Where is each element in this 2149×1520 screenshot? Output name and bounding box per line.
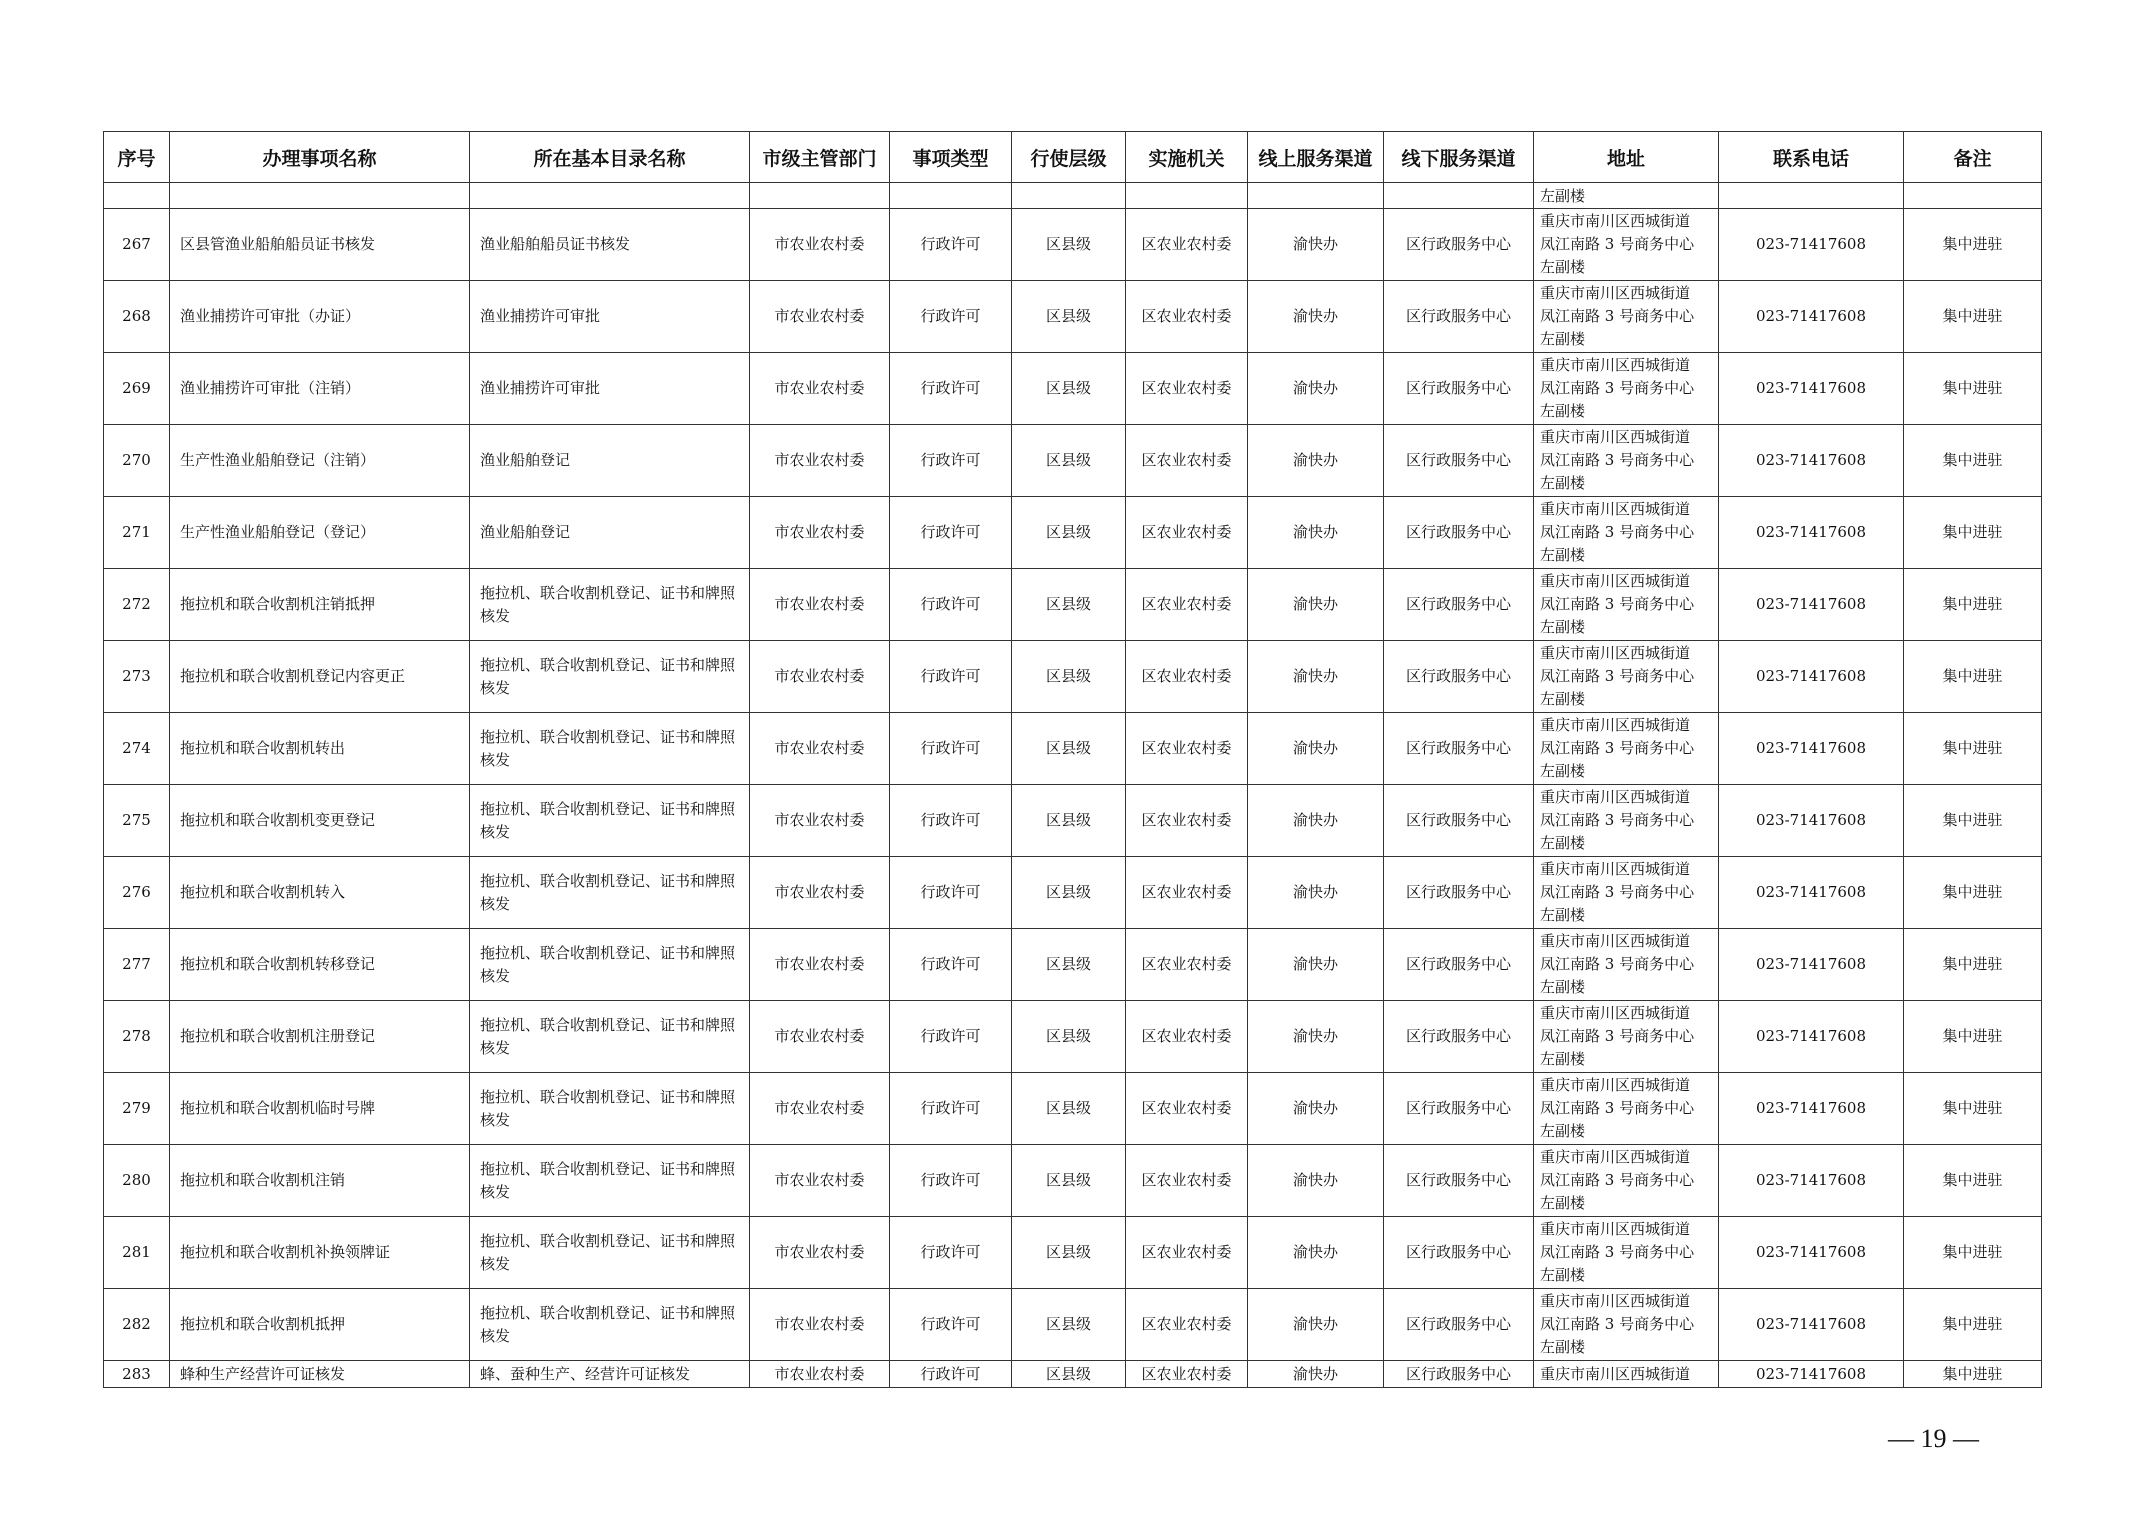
- table-cell-note: 集中进驻: [1904, 1289, 2042, 1361]
- address-cell: 左副楼: [1534, 183, 1719, 209]
- table-cell-phone: 023-71417608: [1719, 1145, 1904, 1217]
- table-cell-dept: 市农业农村委: [750, 1145, 890, 1217]
- table-cell: [104, 183, 170, 209]
- table-cell-level: 区县级: [1012, 497, 1126, 569]
- address-cell: [1534, 857, 1719, 929]
- table-cell-phone: 023-71417608: [1719, 641, 1904, 713]
- address-line: 重庆市南川区西城街道: [1540, 284, 1691, 302]
- address-line: 重庆市南川区西城街道: [1540, 1004, 1691, 1022]
- continuation-row: [104, 183, 2042, 209]
- table-cell-catalog: 拖拉机、联合收割机登记、证书和牌照核发: [470, 713, 750, 785]
- table-cell-type: 行政许可: [890, 281, 1012, 353]
- address-cell: [1534, 1145, 1719, 1217]
- table-cell: [890, 183, 1012, 209]
- table-cell-dept: 市农业农村委: [750, 353, 890, 425]
- table-cell-catalog: 渔业捕捞许可审批: [470, 353, 750, 425]
- table-cell-dept: 市农业农村委: [750, 857, 890, 929]
- address-line: 左副楼: [1540, 330, 1586, 348]
- table-cell-no: 283: [104, 1361, 170, 1388]
- address-line: 重庆市南川区西城街道: [1540, 212, 1691, 230]
- table-cell-org: 区农业农村委: [1126, 425, 1248, 497]
- address-cell: [1534, 641, 1719, 713]
- table-cell-note: 集中进驻: [1904, 857, 2042, 929]
- table-cell-dept: 市农业农村委: [750, 1361, 890, 1388]
- table-cell-level: 区县级: [1012, 713, 1126, 785]
- column-header: 行使层级: [1012, 132, 1126, 183]
- table-cell-online: 渝快办: [1248, 713, 1384, 785]
- table-cell: [1384, 183, 1534, 209]
- table-cell-name: 拖拉机和联合收割机临时号牌: [170, 1073, 470, 1145]
- table-row: [104, 209, 2042, 281]
- address-line: 左副楼: [1540, 402, 1586, 420]
- table-cell-name: 区县管渔业船舶船员证书核发: [170, 209, 470, 281]
- column-header: 事项类型: [890, 132, 1012, 183]
- table-cell-note: 集中进驻: [1904, 785, 2042, 857]
- table-cell-catalog: 蜂、蚕种生产、经营许可证核发: [470, 1361, 750, 1388]
- table-row: [104, 353, 2042, 425]
- table-cell-no: 276: [104, 857, 170, 929]
- address-line: 凤江南路 3 号商务中心: [1540, 523, 1695, 541]
- table-cell-phone: 023-71417608: [1719, 425, 1904, 497]
- table-row: [104, 425, 2042, 497]
- table-cell-dept: 市农业农村委: [750, 1001, 890, 1073]
- table-cell-no: 277: [104, 929, 170, 1001]
- table-cell-dept: 市农业农村委: [750, 785, 890, 857]
- table-row: [104, 1145, 2042, 1217]
- table-cell: [1719, 183, 1904, 209]
- address-cell: [1534, 1217, 1719, 1289]
- table-row: [104, 497, 2042, 569]
- address-cell: [1534, 425, 1719, 497]
- table-cell: [1904, 183, 2042, 209]
- table-cell-name: 渔业捕捞许可审批（注销）: [170, 353, 470, 425]
- table-cell-level: 区县级: [1012, 425, 1126, 497]
- table-cell-org: 区农业农村委: [1126, 1001, 1248, 1073]
- address-line: 左副楼: [1540, 618, 1586, 636]
- table-cell-name: 拖拉机和联合收割机注册登记: [170, 1001, 470, 1073]
- address-cell: [1534, 929, 1719, 1001]
- table-cell-level: 区县级: [1012, 1145, 1126, 1217]
- table-cell-org: 区农业农村委: [1126, 1361, 1248, 1388]
- column-header: 所在基本目录名称: [470, 132, 750, 183]
- table-cell-level: 区县级: [1012, 1073, 1126, 1145]
- table-cell-offline: 区行政服务中心: [1384, 929, 1534, 1001]
- table-cell-phone: 023-71417608: [1719, 353, 1904, 425]
- address-line: 重庆市南川区西城街道: [1540, 788, 1691, 806]
- address-line: 左副楼: [1540, 1266, 1586, 1284]
- table-row: [104, 1289, 2042, 1361]
- table-cell-offline: 区行政服务中心: [1384, 857, 1534, 929]
- page-number: — 19 —: [1888, 1424, 1979, 1453]
- address-cell: [1534, 1361, 1719, 1388]
- table-cell-phone: 023-71417608: [1719, 1001, 1904, 1073]
- table-cell-note: 集中进驻: [1904, 641, 2042, 713]
- table-cell-org: 区农业农村委: [1126, 281, 1248, 353]
- table-cell-org: 区农业农村委: [1126, 929, 1248, 1001]
- table-cell-online: 渝快办: [1248, 857, 1384, 929]
- table-cell-no: 267: [104, 209, 170, 281]
- address-line: 左副楼: [1540, 258, 1586, 276]
- table-cell-offline: 区行政服务中心: [1384, 1001, 1534, 1073]
- column-header: 线下服务渠道: [1384, 132, 1534, 183]
- address-line: 凤江南路 3 号商务中心: [1540, 667, 1695, 685]
- table-cell-note: 集中进驻: [1904, 1073, 2042, 1145]
- table-cell-phone: 023-71417608: [1719, 209, 1904, 281]
- table-cell-name: 拖拉机和联合收割机登记内容更正: [170, 641, 470, 713]
- table-cell-level: 区县级: [1012, 1361, 1126, 1388]
- table-cell-note: 集中进驻: [1904, 929, 2042, 1001]
- address-cell: [1534, 1289, 1719, 1361]
- table-cell-no: 269: [104, 353, 170, 425]
- table-cell-dept: 市农业农村委: [750, 281, 890, 353]
- table-cell-offline: 区行政服务中心: [1384, 1217, 1534, 1289]
- table-cell-name: 拖拉机和联合收割机变更登记: [170, 785, 470, 857]
- table-cell-type: 行政许可: [890, 929, 1012, 1001]
- address-line: 重庆市南川区西城街道: [1540, 932, 1691, 950]
- table-cell-catalog: 拖拉机、联合收割机登记、证书和牌照核发: [470, 1145, 750, 1217]
- address-line: 左副楼: [1540, 834, 1586, 852]
- address-line: 凤江南路 3 号商务中心: [1540, 1099, 1695, 1117]
- table-cell-online: 渝快办: [1248, 1073, 1384, 1145]
- table-row: [104, 785, 2042, 857]
- table-cell-dept: 市农业农村委: [750, 929, 890, 1001]
- table-cell: [470, 183, 750, 209]
- table-cell-org: 区农业农村委: [1126, 353, 1248, 425]
- table-cell-org: 区农业农村委: [1126, 713, 1248, 785]
- address-line: 凤江南路 3 号商务中心: [1540, 307, 1695, 325]
- table-cell-type: 行政许可: [890, 713, 1012, 785]
- address-line: 凤江南路 3 号商务中心: [1540, 1315, 1695, 1333]
- table-cell-name: 蜂种生产经营许可证核发: [170, 1361, 470, 1388]
- table-cell-phone: 023-71417608: [1719, 1217, 1904, 1289]
- address-cell: [1534, 497, 1719, 569]
- table-cell-no: 274: [104, 713, 170, 785]
- table-cell-level: 区县级: [1012, 929, 1126, 1001]
- table-cell-name: 生产性渔业船舶登记（登记）: [170, 497, 470, 569]
- address-line: 重庆市南川区西城街道: [1540, 716, 1691, 734]
- table-cell-type: 行政许可: [890, 1001, 1012, 1073]
- table-cell-dept: 市农业农村委: [750, 569, 890, 641]
- address-line: 重庆市南川区西城街道: [1540, 1148, 1691, 1166]
- address-line: 凤江南路 3 号商务中心: [1540, 451, 1695, 469]
- table-cell-note: 集中进驻: [1904, 1361, 2042, 1388]
- table-cell-online: 渝快办: [1248, 929, 1384, 1001]
- table-cell-online: 渝快办: [1248, 353, 1384, 425]
- address-line: 重庆市南川区西城街道: [1540, 1220, 1691, 1238]
- table-cell-catalog: 渔业船舶登记: [470, 497, 750, 569]
- table-cell-online: 渝快办: [1248, 497, 1384, 569]
- address-line: 左副楼: [1540, 906, 1586, 924]
- table-row: [104, 1217, 2042, 1289]
- table-cell-catalog: 拖拉机、联合收割机登记、证书和牌照核发: [470, 569, 750, 641]
- table-cell-name: 拖拉机和联合收割机抵押: [170, 1289, 470, 1361]
- table-header-row: [104, 132, 2042, 183]
- table-cell-catalog: 拖拉机、联合收割机登记、证书和牌照核发: [470, 641, 750, 713]
- table-cell-name: 拖拉机和联合收割机注销: [170, 1145, 470, 1217]
- table-cell-online: 渝快办: [1248, 1001, 1384, 1073]
- address-line: 重庆市南川区西城街道: [1540, 644, 1691, 662]
- address-line: 凤江南路 3 号商务中心: [1540, 595, 1695, 613]
- table-cell-online: 渝快办: [1248, 425, 1384, 497]
- table-cell-note: 集中进驻: [1904, 1217, 2042, 1289]
- address-line: 左副楼: [1540, 546, 1586, 564]
- table-cell-catalog: 渔业船舶船员证书核发: [470, 209, 750, 281]
- table-cell-no: 279: [104, 1073, 170, 1145]
- table-cell-type: 行政许可: [890, 353, 1012, 425]
- table-cell-online: 渝快办: [1248, 281, 1384, 353]
- table-cell-dept: 市农业农村委: [750, 641, 890, 713]
- table-cell-no: 282: [104, 1289, 170, 1361]
- table-cell-phone: 023-71417608: [1719, 929, 1904, 1001]
- table-cell-level: 区县级: [1012, 857, 1126, 929]
- table-cell-catalog: 拖拉机、联合收割机登记、证书和牌照核发: [470, 857, 750, 929]
- address-line: 左副楼: [1540, 1050, 1586, 1068]
- table-cell-phone: 023-71417608: [1719, 857, 1904, 929]
- address-line: 凤江南路 3 号商务中心: [1540, 883, 1695, 901]
- table-cell-catalog: 拖拉机、联合收割机登记、证书和牌照核发: [470, 785, 750, 857]
- table-cell-online: 渝快办: [1248, 1217, 1384, 1289]
- address-line: 凤江南路 3 号商务中心: [1540, 1243, 1695, 1261]
- address-cell: [1534, 209, 1719, 281]
- table-cell-level: 区县级: [1012, 1289, 1126, 1361]
- table-row: [104, 1361, 2042, 1388]
- table-cell-offline: 区行政服务中心: [1384, 425, 1534, 497]
- table-cell-type: 行政许可: [890, 1289, 1012, 1361]
- table-cell: [170, 183, 470, 209]
- table-row: [104, 857, 2042, 929]
- table-row: [104, 713, 2042, 785]
- table-cell-offline: 区行政服务中心: [1384, 281, 1534, 353]
- table-cell-online: 渝快办: [1248, 1145, 1384, 1217]
- address-line: 凤江南路 3 号商务中心: [1540, 955, 1695, 973]
- table-cell-phone: 023-71417608: [1719, 497, 1904, 569]
- table-cell-phone: 023-71417608: [1719, 1073, 1904, 1145]
- table-cell-name: 拖拉机和联合收割机注销抵押: [170, 569, 470, 641]
- table-cell: [1012, 183, 1126, 209]
- table-cell-no: 281: [104, 1217, 170, 1289]
- table-cell-offline: 区行政服务中心: [1384, 1289, 1534, 1361]
- table-cell-note: 集中进驻: [1904, 713, 2042, 785]
- address-cell: [1534, 713, 1719, 785]
- table-cell-catalog: 拖拉机、联合收割机登记、证书和牌照核发: [470, 1289, 750, 1361]
- table-cell-online: 渝快办: [1248, 1361, 1384, 1388]
- table-cell-note: 集中进驻: [1904, 569, 2042, 641]
- address-line: 重庆市南川区西城街道: [1540, 1364, 1691, 1383]
- table-cell-dept: 市农业农村委: [750, 497, 890, 569]
- table-cell-offline: 区行政服务中心: [1384, 641, 1534, 713]
- table-cell-level: 区县级: [1012, 1001, 1126, 1073]
- table-cell-type: 行政许可: [890, 569, 1012, 641]
- table-cell-no: 270: [104, 425, 170, 497]
- table-cell-no: 268: [104, 281, 170, 353]
- address-cell: [1534, 1001, 1719, 1073]
- table-cell-offline: 区行政服务中心: [1384, 497, 1534, 569]
- column-header: 实施机关: [1126, 132, 1248, 183]
- address-line: 凤江南路 3 号商务中心: [1540, 235, 1695, 253]
- address-line: 左副楼: [1540, 690, 1586, 708]
- table-cell-org: 区农业农村委: [1126, 1073, 1248, 1145]
- table-cell-level: 区县级: [1012, 209, 1126, 281]
- table-cell-dept: 市农业农村委: [750, 1289, 890, 1361]
- table-cell-type: 行政许可: [890, 425, 1012, 497]
- table-cell-name: 拖拉机和联合收割机转移登记: [170, 929, 470, 1001]
- table-cell-catalog: 渔业捕捞许可审批: [470, 281, 750, 353]
- table-cell-type: 行政许可: [890, 641, 1012, 713]
- column-header: 办理事项名称: [170, 132, 470, 183]
- table-cell-online: 渝快办: [1248, 569, 1384, 641]
- address-line: 左副楼: [1540, 978, 1586, 996]
- table-cell-level: 区县级: [1012, 569, 1126, 641]
- table-cell-org: 区农业农村委: [1126, 1289, 1248, 1361]
- address-line: 重庆市南川区西城街道: [1540, 1076, 1691, 1094]
- column-header: 市级主管部门: [750, 132, 890, 183]
- table-cell-org: 区农业农村委: [1126, 209, 1248, 281]
- table-cell-catalog: 拖拉机、联合收割机登记、证书和牌照核发: [470, 929, 750, 1001]
- table-cell-phone: 023-71417608: [1719, 569, 1904, 641]
- address-line: 左副楼: [1540, 1122, 1586, 1140]
- table-cell-org: 区农业农村委: [1126, 857, 1248, 929]
- table-cell-name: 拖拉机和联合收割机转出: [170, 713, 470, 785]
- table-cell-note: 集中进驻: [1904, 1001, 2042, 1073]
- address-line: 凤江南路 3 号商务中心: [1540, 1171, 1695, 1189]
- address-cell: [1534, 785, 1719, 857]
- address-line: 左副楼: [1540, 762, 1586, 780]
- table-cell-dept: 市农业农村委: [750, 209, 890, 281]
- table-row: [104, 1073, 2042, 1145]
- table-cell-type: 行政许可: [890, 785, 1012, 857]
- table-cell-name: 拖拉机和联合收割机转入: [170, 857, 470, 929]
- table-cell-org: 区农业农村委: [1126, 1217, 1248, 1289]
- table-cell-offline: 区行政服务中心: [1384, 785, 1534, 857]
- table-cell-type: 行政许可: [890, 1145, 1012, 1217]
- table-cell-offline: 区行政服务中心: [1384, 209, 1534, 281]
- table-cell-no: 271: [104, 497, 170, 569]
- address-line: 凤江南路 3 号商务中心: [1540, 811, 1695, 829]
- table-cell-type: 行政许可: [890, 1217, 1012, 1289]
- table-cell-catalog: 拖拉机、联合收割机登记、证书和牌照核发: [470, 1217, 750, 1289]
- table-cell-type: 行政许可: [890, 1361, 1012, 1388]
- table-cell-level: 区县级: [1012, 1217, 1126, 1289]
- column-header: 序号: [104, 132, 170, 183]
- table-cell-dept: 市农业农村委: [750, 425, 890, 497]
- table-cell-level: 区县级: [1012, 641, 1126, 713]
- table-cell-phone: 023-71417608: [1719, 1361, 1904, 1388]
- table-cell-type: 行政许可: [890, 209, 1012, 281]
- table-cell: [750, 183, 890, 209]
- table-cell-catalog: 拖拉机、联合收割机登记、证书和牌照核发: [470, 1001, 750, 1073]
- table-cell-online: 渝快办: [1248, 1289, 1384, 1361]
- address-cell: [1534, 281, 1719, 353]
- address-line: 凤江南路 3 号商务中心: [1540, 1027, 1695, 1045]
- table-cell-org: 区农业农村委: [1126, 785, 1248, 857]
- table-cell-phone: 023-71417608: [1719, 713, 1904, 785]
- table-cell-offline: 区行政服务中心: [1384, 1361, 1534, 1388]
- address-line: 凤江南路 3 号商务中心: [1540, 739, 1695, 757]
- table-cell-dept: 市农业农村委: [750, 1073, 890, 1145]
- column-header: 联系电话: [1719, 132, 1904, 183]
- table-cell-dept: 市农业农村委: [750, 1217, 890, 1289]
- table-cell-org: 区农业农村委: [1126, 569, 1248, 641]
- table-row: [104, 641, 2042, 713]
- table-cell-org: 区农业农村委: [1126, 641, 1248, 713]
- table-cell-name: 生产性渔业船舶登记（注销）: [170, 425, 470, 497]
- table-row: [104, 1001, 2042, 1073]
- table-cell-no: 280: [104, 1145, 170, 1217]
- table-cell-type: 行政许可: [890, 497, 1012, 569]
- table-cell-offline: 区行政服务中心: [1384, 1145, 1534, 1217]
- table-row: [104, 281, 2042, 353]
- table-cell-note: 集中进驻: [1904, 1145, 2042, 1217]
- table-cell-note: 集中进驻: [1904, 209, 2042, 281]
- table-cell: [1126, 183, 1248, 209]
- table-cell: [1248, 183, 1384, 209]
- table-cell-dept: 市农业农村委: [750, 713, 890, 785]
- column-header: 备注: [1904, 132, 2042, 183]
- table-cell-no: 273: [104, 641, 170, 713]
- table-row: [104, 569, 2042, 641]
- table-cell-phone: 023-71417608: [1719, 1289, 1904, 1361]
- table-cell-level: 区县级: [1012, 281, 1126, 353]
- table-cell-online: 渝快办: [1248, 641, 1384, 713]
- table-cell-offline: 区行政服务中心: [1384, 1073, 1534, 1145]
- address-line: 重庆市南川区西城街道: [1540, 356, 1691, 374]
- table-cell-type: 行政许可: [890, 857, 1012, 929]
- table-cell-phone: 023-71417608: [1719, 785, 1904, 857]
- table-cell-level: 区县级: [1012, 785, 1126, 857]
- address-line: 重庆市南川区西城街道: [1540, 1292, 1691, 1310]
- address-line: 重庆市南川区西城街道: [1540, 572, 1691, 590]
- table-cell-online: 渝快办: [1248, 785, 1384, 857]
- table-cell-catalog: 渔业船舶登记: [470, 425, 750, 497]
- table-cell-name: 拖拉机和联合收割机补换领牌证: [170, 1217, 470, 1289]
- address-cell: [1534, 569, 1719, 641]
- table-cell-catalog: 拖拉机、联合收割机登记、证书和牌照核发: [470, 1073, 750, 1145]
- address-line: 重庆市南川区西城街道: [1540, 428, 1691, 446]
- address-line: 重庆市南川区西城街道: [1540, 500, 1691, 518]
- table-cell-name: 渔业捕捞许可审批（办证）: [170, 281, 470, 353]
- table-cell-note: 集中进驻: [1904, 281, 2042, 353]
- table-cell-org: 区农业农村委: [1126, 497, 1248, 569]
- address-cell: [1534, 1073, 1719, 1145]
- column-header: 线上服务渠道: [1248, 132, 1384, 183]
- table-cell-no: 275: [104, 785, 170, 857]
- address-line: 凤江南路 3 号商务中心: [1540, 379, 1695, 397]
- table-cell-offline: 区行政服务中心: [1384, 353, 1534, 425]
- table-cell-note: 集中进驻: [1904, 497, 2042, 569]
- table-cell-online: 渝快办: [1248, 209, 1384, 281]
- table-cell-offline: 区行政服务中心: [1384, 713, 1534, 785]
- address-line: 左副楼: [1540, 1338, 1586, 1356]
- address-line: 左副楼: [1540, 474, 1586, 492]
- table-cell-level: 区县级: [1012, 353, 1126, 425]
- table-cell-no: 272: [104, 569, 170, 641]
- table-cell-org: 区农业农村委: [1126, 1145, 1248, 1217]
- items-table: [103, 131, 2042, 1388]
- table-cell-offline: 区行政服务中心: [1384, 569, 1534, 641]
- table-cell-note: 集中进驻: [1904, 425, 2042, 497]
- table-cell-note: 集中进驻: [1904, 353, 2042, 425]
- table-cell-type: 行政许可: [890, 1073, 1012, 1145]
- table-cell-no: 278: [104, 1001, 170, 1073]
- address-line: 重庆市南川区西城街道: [1540, 860, 1691, 878]
- address-line: 左副楼: [1540, 1194, 1586, 1212]
- address-cell: [1534, 353, 1719, 425]
- column-header: 地址: [1534, 132, 1719, 183]
- table-cell-phone: 023-71417608: [1719, 281, 1904, 353]
- table-row: [104, 929, 2042, 1001]
